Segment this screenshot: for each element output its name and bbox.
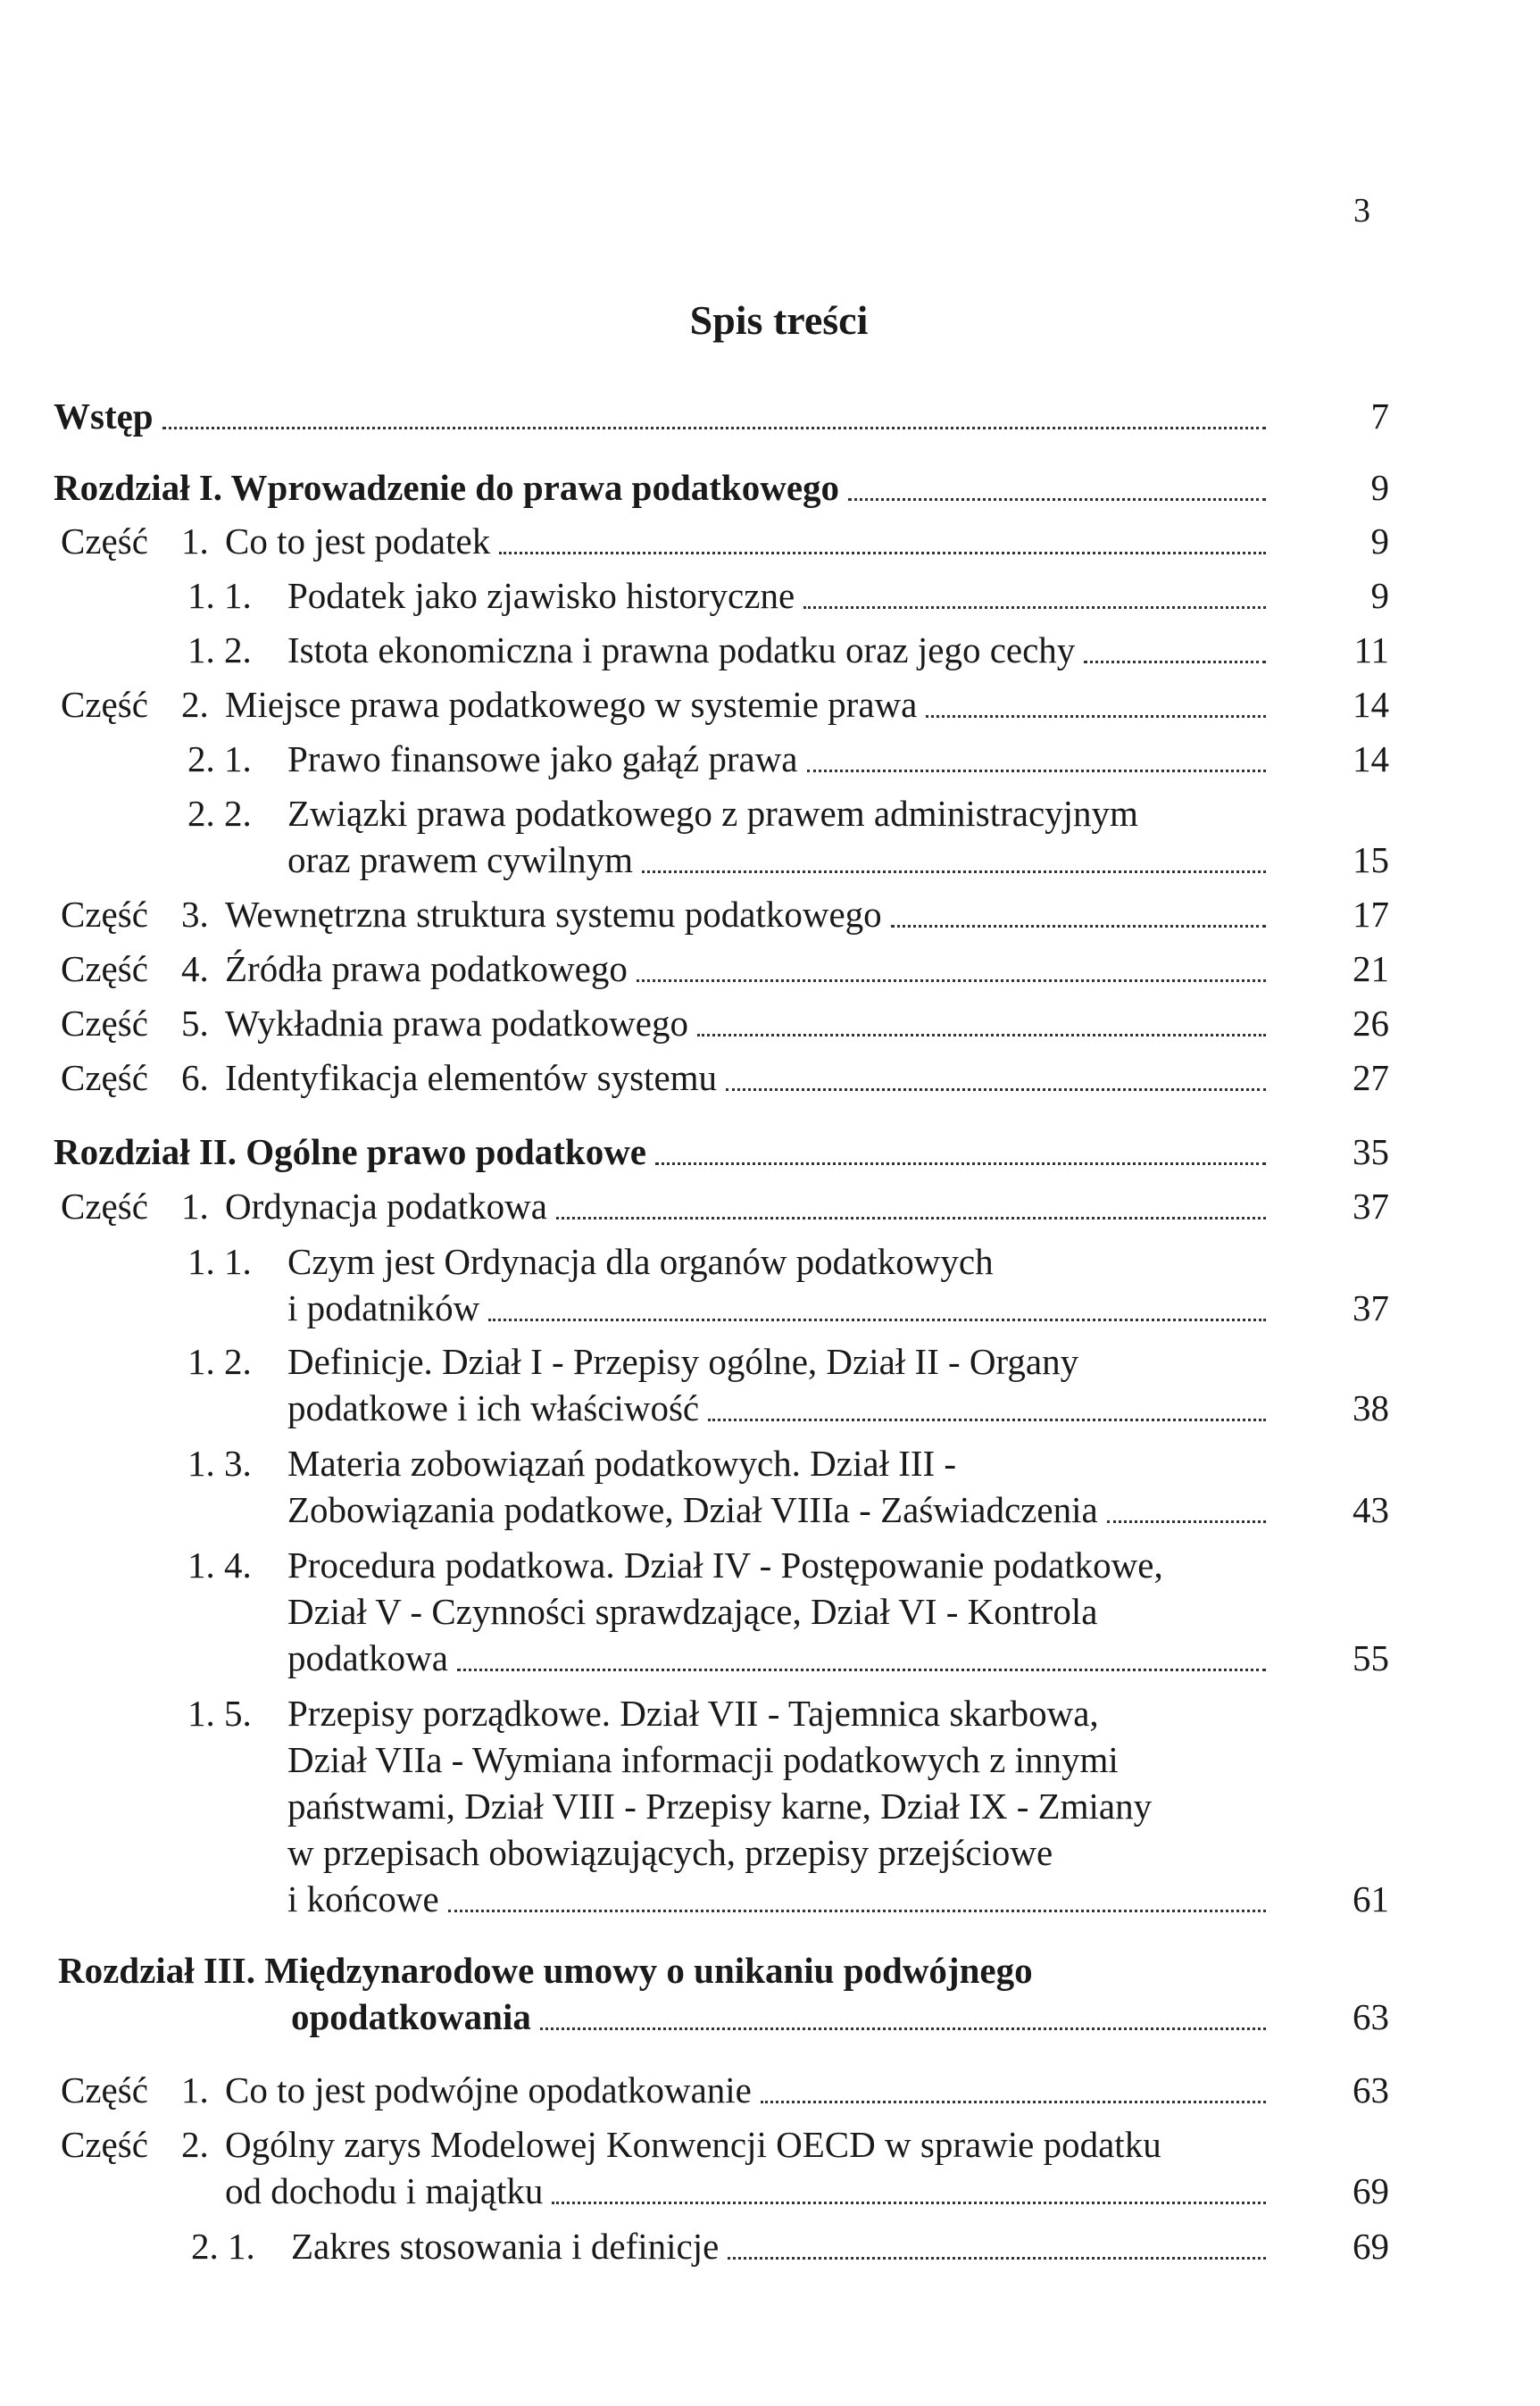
toc-title-text: Spis treści <box>689 297 869 343</box>
dot-leader <box>556 1217 1266 1220</box>
dot-leader <box>926 715 1266 718</box>
toc-entry-number: 2. <box>181 684 209 725</box>
toc-entry-text: Co to jest podatek <box>225 520 491 562</box>
dot-leader <box>488 1319 1266 1321</box>
toc-entry-text: Źródła prawa podatkowego <box>225 948 628 989</box>
toc-entry-text: Wykładnia prawa podatkowego <box>225 1003 688 1044</box>
toc-entry-text: Rozdział I. Wprowadzenie do prawa podatkowego <box>54 467 840 508</box>
toc-entry-number: 1. 4. <box>187 1544 252 1586</box>
toc-page-number: 15 <box>1353 839 1389 880</box>
toc-entry-number: 1. 2. <box>187 1341 252 1382</box>
dot-leader <box>803 606 1266 609</box>
toc-title <box>0 296 1540 344</box>
toc-entry-text: Wstęp <box>54 395 154 437</box>
toc-entry-label: Część <box>61 520 148 562</box>
dot-leader <box>848 498 1266 501</box>
toc-entry-text: Rozdział III. Międzynarodowe umowy o unikaniu podwójnego <box>58 1950 1033 1991</box>
dot-leader <box>540 2027 1266 2030</box>
toc-page-number: 69 <box>1353 2170 1389 2211</box>
toc-entry-text: Wewnętrzna struktura systemu podatkowego <box>225 894 882 935</box>
toc-page-number: 14 <box>1353 738 1389 779</box>
toc-entry-number: 3. <box>181 894 209 935</box>
dot-leader <box>637 979 1266 982</box>
toc-entry-text: Definicje. Dział I - Przepisy ogólne, Dział II - Organy <box>287 1341 1079 1382</box>
toc-entry-number: 2. 2. <box>187 793 252 834</box>
toc-entry-number: 5. <box>181 1003 209 1044</box>
toc-entry-text: Rozdział II. Ogólne prawo podatkowe <box>54 1131 647 1172</box>
toc-entry-text: Co to jest podwójne opodatkowanie <box>225 2069 752 2110</box>
toc-page-number: 38 <box>1353 1387 1389 1428</box>
toc-entry-text: i końcowe <box>287 1878 439 1919</box>
toc-page-number: 26 <box>1353 1003 1389 1044</box>
toc-entry-number: 2. <box>181 2124 209 2165</box>
toc-entry-number: 1. <box>181 1186 209 1227</box>
toc-entry-label: Część <box>61 894 148 935</box>
toc-entry-text: Miejsce prawa podatkowego w systemie prawa <box>225 684 918 725</box>
toc-page-number: 35 <box>1353 1131 1389 1172</box>
dot-leader <box>891 925 1266 928</box>
toc-entry-text: Identyfikacja elementów systemu <box>225 1057 718 1098</box>
toc-page-number: 9 <box>1370 575 1389 616</box>
dot-leader <box>761 2101 1266 2103</box>
toc-entry-text: Ogólny zarys Modelowej Konwencji OECD w sprawie podatku <box>225 2124 1161 2165</box>
dot-leader <box>499 552 1266 554</box>
dot-leader <box>642 870 1266 873</box>
toc-page-number: 7 <box>1370 395 1389 437</box>
toc-page-number: 21 <box>1353 948 1389 989</box>
toc-entry-text: państwami, Dział VIII - Przepisy karne, Dział IX - Zmiany <box>287 1786 1153 1827</box>
toc-entry-text: Podatek jako zjawisko historyczne <box>287 575 795 616</box>
dot-leader <box>1107 1520 1266 1523</box>
toc-entry-number: 1. 1. <box>187 1241 252 1282</box>
toc-entry-number: 4. <box>181 948 209 989</box>
dot-leader <box>708 1419 1266 1421</box>
toc-entry-label: Część <box>61 1003 148 1044</box>
toc-entry-text: Istota ekonomiczna i prawna podatku oraz jego cechy <box>287 629 1076 670</box>
toc-entry-label: Część <box>61 1057 148 1098</box>
toc-entry-text: podatkowa <box>287 1637 448 1678</box>
toc-entry-number: 2. 1. <box>187 738 252 779</box>
toc-entry-text: Czym jest Ordynacja dla organów podatkowych <box>287 1241 994 1282</box>
toc-page-number: 43 <box>1353 1489 1389 1530</box>
toc-entry-text: Zobowiązania podatkowe, Dział VIIIa - Zaświadczenia <box>287 1489 1098 1530</box>
toc-entry-text: Ordynacja podatkowa <box>225 1186 547 1227</box>
toc-entry-text: Dział V - Czynności sprawdzające, Dział VI - Kontrola <box>287 1591 1098 1632</box>
toc-entry-number: 1. 2. <box>187 629 252 670</box>
toc-page-number: 63 <box>1353 1996 1389 2037</box>
toc-page-number: 37 <box>1353 1287 1389 1328</box>
dot-leader <box>457 1669 1266 1671</box>
toc-entry-label: Część <box>61 2069 148 2110</box>
toc-page-number: 55 <box>1353 1637 1389 1678</box>
dot-leader <box>728 2257 1266 2260</box>
toc-entry-text: podatkowe i ich właściwość <box>287 1387 700 1428</box>
toc-entry-number: 2. 1. <box>191 2226 255 2267</box>
dot-leader <box>655 1162 1266 1165</box>
toc-entry-number: 1. <box>181 520 209 562</box>
toc-entry-label: Część <box>61 948 148 989</box>
toc-entry-number: 1. 1. <box>187 575 252 616</box>
toc-page-number: 63 <box>1353 2069 1389 2110</box>
toc-entry-text: Prawo finansowe jako gałąź prawa <box>287 738 798 779</box>
toc-page-number: 27 <box>1353 1057 1389 1098</box>
toc-page-number: 9 <box>1370 520 1389 562</box>
page-number: 3 <box>1353 192 1370 229</box>
toc-entry-text: Dział VIIa - Wymiana informacji podatkowych z innymi <box>287 1739 1119 1780</box>
toc-entry-text: w przepisach obowiązujących, przepisy przejściowe <box>287 1832 1053 1873</box>
toc-entry-text: od dochodu i majątku <box>225 2170 544 2211</box>
dot-leader <box>697 1034 1266 1036</box>
toc-entry-text: Przepisy porządkowe. Dział VII - Tajemnica skarbowa, <box>287 1693 1099 1734</box>
toc-entry-number: 1. 5. <box>187 1693 252 1734</box>
dot-leader <box>448 1910 1266 1912</box>
toc-page-number: 37 <box>1353 1186 1389 1227</box>
toc-entry-text: oraz prawem cywilnym <box>287 839 634 880</box>
toc-entry-text: Zakres stosowania i definicje <box>291 2226 720 2267</box>
toc-entry-label: Część <box>61 684 148 725</box>
toc-entry-text: Związki prawa podatkowego z prawem administracyjnym <box>287 793 1138 834</box>
dot-leader <box>552 2202 1266 2204</box>
toc-entry-number: 6. <box>181 1057 209 1098</box>
toc-entry-label: Część <box>61 2124 148 2165</box>
toc-entry-number: 1. 3. <box>187 1443 252 1484</box>
toc-page-number: 61 <box>1353 1878 1389 1919</box>
toc-entry-text: opodatkowania <box>291 1996 531 2037</box>
toc-entry-number: 1. <box>181 2069 209 2110</box>
toc-page-number: 17 <box>1353 894 1389 935</box>
toc-entry-label: Część <box>61 1186 148 1227</box>
dot-leader <box>726 1088 1266 1091</box>
toc-entry-text: i podatników <box>287 1287 480 1328</box>
toc-page-number: 69 <box>1353 2226 1389 2267</box>
dot-leader <box>807 770 1267 772</box>
toc-page-number: 14 <box>1353 684 1389 725</box>
toc-page-number: 9 <box>1370 467 1389 508</box>
toc-entry-text: Materia zobowiązań podatkowych. Dział III - <box>287 1443 957 1484</box>
toc-page-number: 11 <box>1353 629 1389 670</box>
dot-leader <box>1084 661 1266 663</box>
toc-entry-text: Procedura podatkowa. Dział IV - Postępowanie podatkowe, <box>287 1544 1163 1586</box>
dot-leader <box>162 427 1266 429</box>
